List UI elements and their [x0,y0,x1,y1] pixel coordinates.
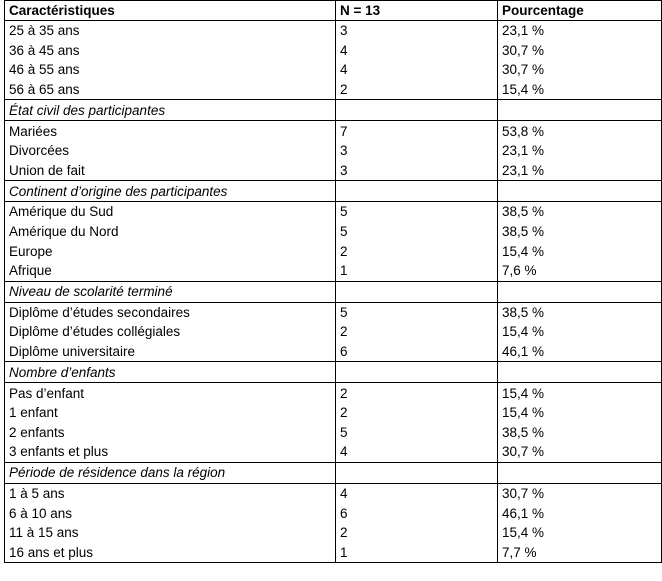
row-count: 5 [336,222,498,242]
row-count: 2 [336,80,498,100]
row-count: 5 [336,302,498,322]
row-percentage: 15,4 % [498,523,662,543]
table-row [5,523,662,543]
row-percentage: 38,5 % [498,202,662,222]
row-percentage: 15,4 % [498,80,662,100]
row-label: 1 à 5 ans [5,483,336,503]
table-row [5,423,662,443]
row-percentage: 7,6 % [498,261,662,281]
row-percentage: 38,5 % [498,423,662,443]
section-empty-cell [336,181,498,202]
row-percentage: 23,1 % [498,161,662,181]
row-count: 3 [336,161,498,181]
section-empty-cell [336,362,498,383]
section-empty-cell [498,362,662,383]
row-count: 2 [336,523,498,543]
table-row [5,121,662,141]
section-empty-cell [498,100,662,121]
row-count: 1 [336,261,498,281]
section-title: Continent d’origine des participantes [5,181,336,202]
row-percentage: 30,7 % [498,41,662,61]
row-count: 2 [336,383,498,403]
section-empty-cell [498,181,662,202]
row-label: Divorcées [5,141,336,161]
row-percentage: 30,7 % [498,483,662,503]
table-row [5,483,662,503]
table-row [5,141,662,161]
row-percentage: 38,5 % [498,302,662,322]
row-label: 16 ans et plus [5,542,336,562]
row-count: 3 [336,21,498,41]
header-characteristics: Caractéristiques [5,1,336,21]
row-label: 56 à 65 ans [5,80,336,100]
section-title: Niveau de scolarité terminé [5,281,336,302]
row-percentage: 23,1 % [498,21,662,41]
row-count: 4 [336,442,498,462]
table-header [5,1,662,21]
section-empty-cell [336,281,498,302]
table-row [5,241,662,261]
participants-table [4,0,662,563]
row-percentage: 15,4 % [498,383,662,403]
section-empty-cell [336,462,498,483]
row-label: Amérique du Nord [5,222,336,242]
table-row [5,60,662,80]
table-body [5,21,662,563]
row-label: Afrique [5,261,336,281]
section-empty-cell [336,100,498,121]
section-title: Nombre d’enfants [5,362,336,383]
row-percentage: 38,5 % [498,222,662,242]
table-row [5,202,662,222]
table-row [5,322,662,342]
row-count: 7 [336,121,498,141]
row-count: 2 [336,241,498,261]
header-percentage: Pourcentage [498,1,662,21]
row-label: Pas d’enfant [5,383,336,403]
row-count: 5 [336,202,498,222]
table-row [5,442,662,462]
row-percentage: 15,4 % [498,241,662,261]
section-header-row [5,281,662,302]
section-title: Période de résidence dans la région [5,462,336,483]
row-count: 4 [336,60,498,80]
row-label: 1 enfant [5,403,336,423]
row-percentage: 15,4 % [498,403,662,423]
table-row [5,503,662,523]
row-percentage: 46,1 % [498,503,662,523]
row-label: Europe [5,241,336,261]
section-empty-cell [498,281,662,302]
row-count: 4 [336,41,498,61]
row-percentage: 15,4 % [498,322,662,342]
row-percentage: 53,8 % [498,121,662,141]
row-count: 5 [336,423,498,443]
table-row [5,21,662,41]
section-empty-cell [498,462,662,483]
row-count: 2 [336,322,498,342]
row-label: Mariées [5,121,336,141]
table-row [5,41,662,61]
section-header-row [5,100,662,121]
row-percentage: 46,1 % [498,342,662,362]
row-label: Union de fait [5,161,336,181]
section-header-row [5,362,662,383]
table-row [5,161,662,181]
row-label: 11 à 15 ans [5,523,336,543]
row-label: 6 à 10 ans [5,503,336,523]
row-count: 6 [336,503,498,523]
table-row [5,261,662,281]
table-row [5,302,662,322]
row-label: 2 enfants [5,423,336,443]
table-row [5,383,662,403]
table-row [5,542,662,562]
section-title: État civil des participantes [5,100,336,121]
section-header-row [5,462,662,483]
row-label: 25 à 35 ans [5,21,336,41]
table-row [5,222,662,242]
row-count: 1 [336,542,498,562]
row-label: 36 à 45 ans [5,41,336,61]
row-percentage: 30,7 % [498,442,662,462]
row-label: Diplôme d’études collégiales [5,322,336,342]
row-label: Diplôme universitaire [5,342,336,362]
row-percentage: 23,1 % [498,141,662,161]
table-row [5,80,662,100]
section-header-row [5,181,662,202]
row-count: 3 [336,141,498,161]
row-label: Diplôme d’études secondaires [5,302,336,322]
row-label: 46 à 55 ans [5,60,336,80]
row-percentage: 30,7 % [498,60,662,80]
row-label: Amérique du Sud [5,202,336,222]
header-n: N = 13 [336,1,498,21]
row-count: 4 [336,483,498,503]
row-label: 3 enfants et plus [5,442,336,462]
table-row [5,342,662,362]
row-count: 2 [336,403,498,423]
table-row [5,403,662,423]
row-count: 6 [336,342,498,362]
row-percentage: 7,7 % [498,542,662,562]
